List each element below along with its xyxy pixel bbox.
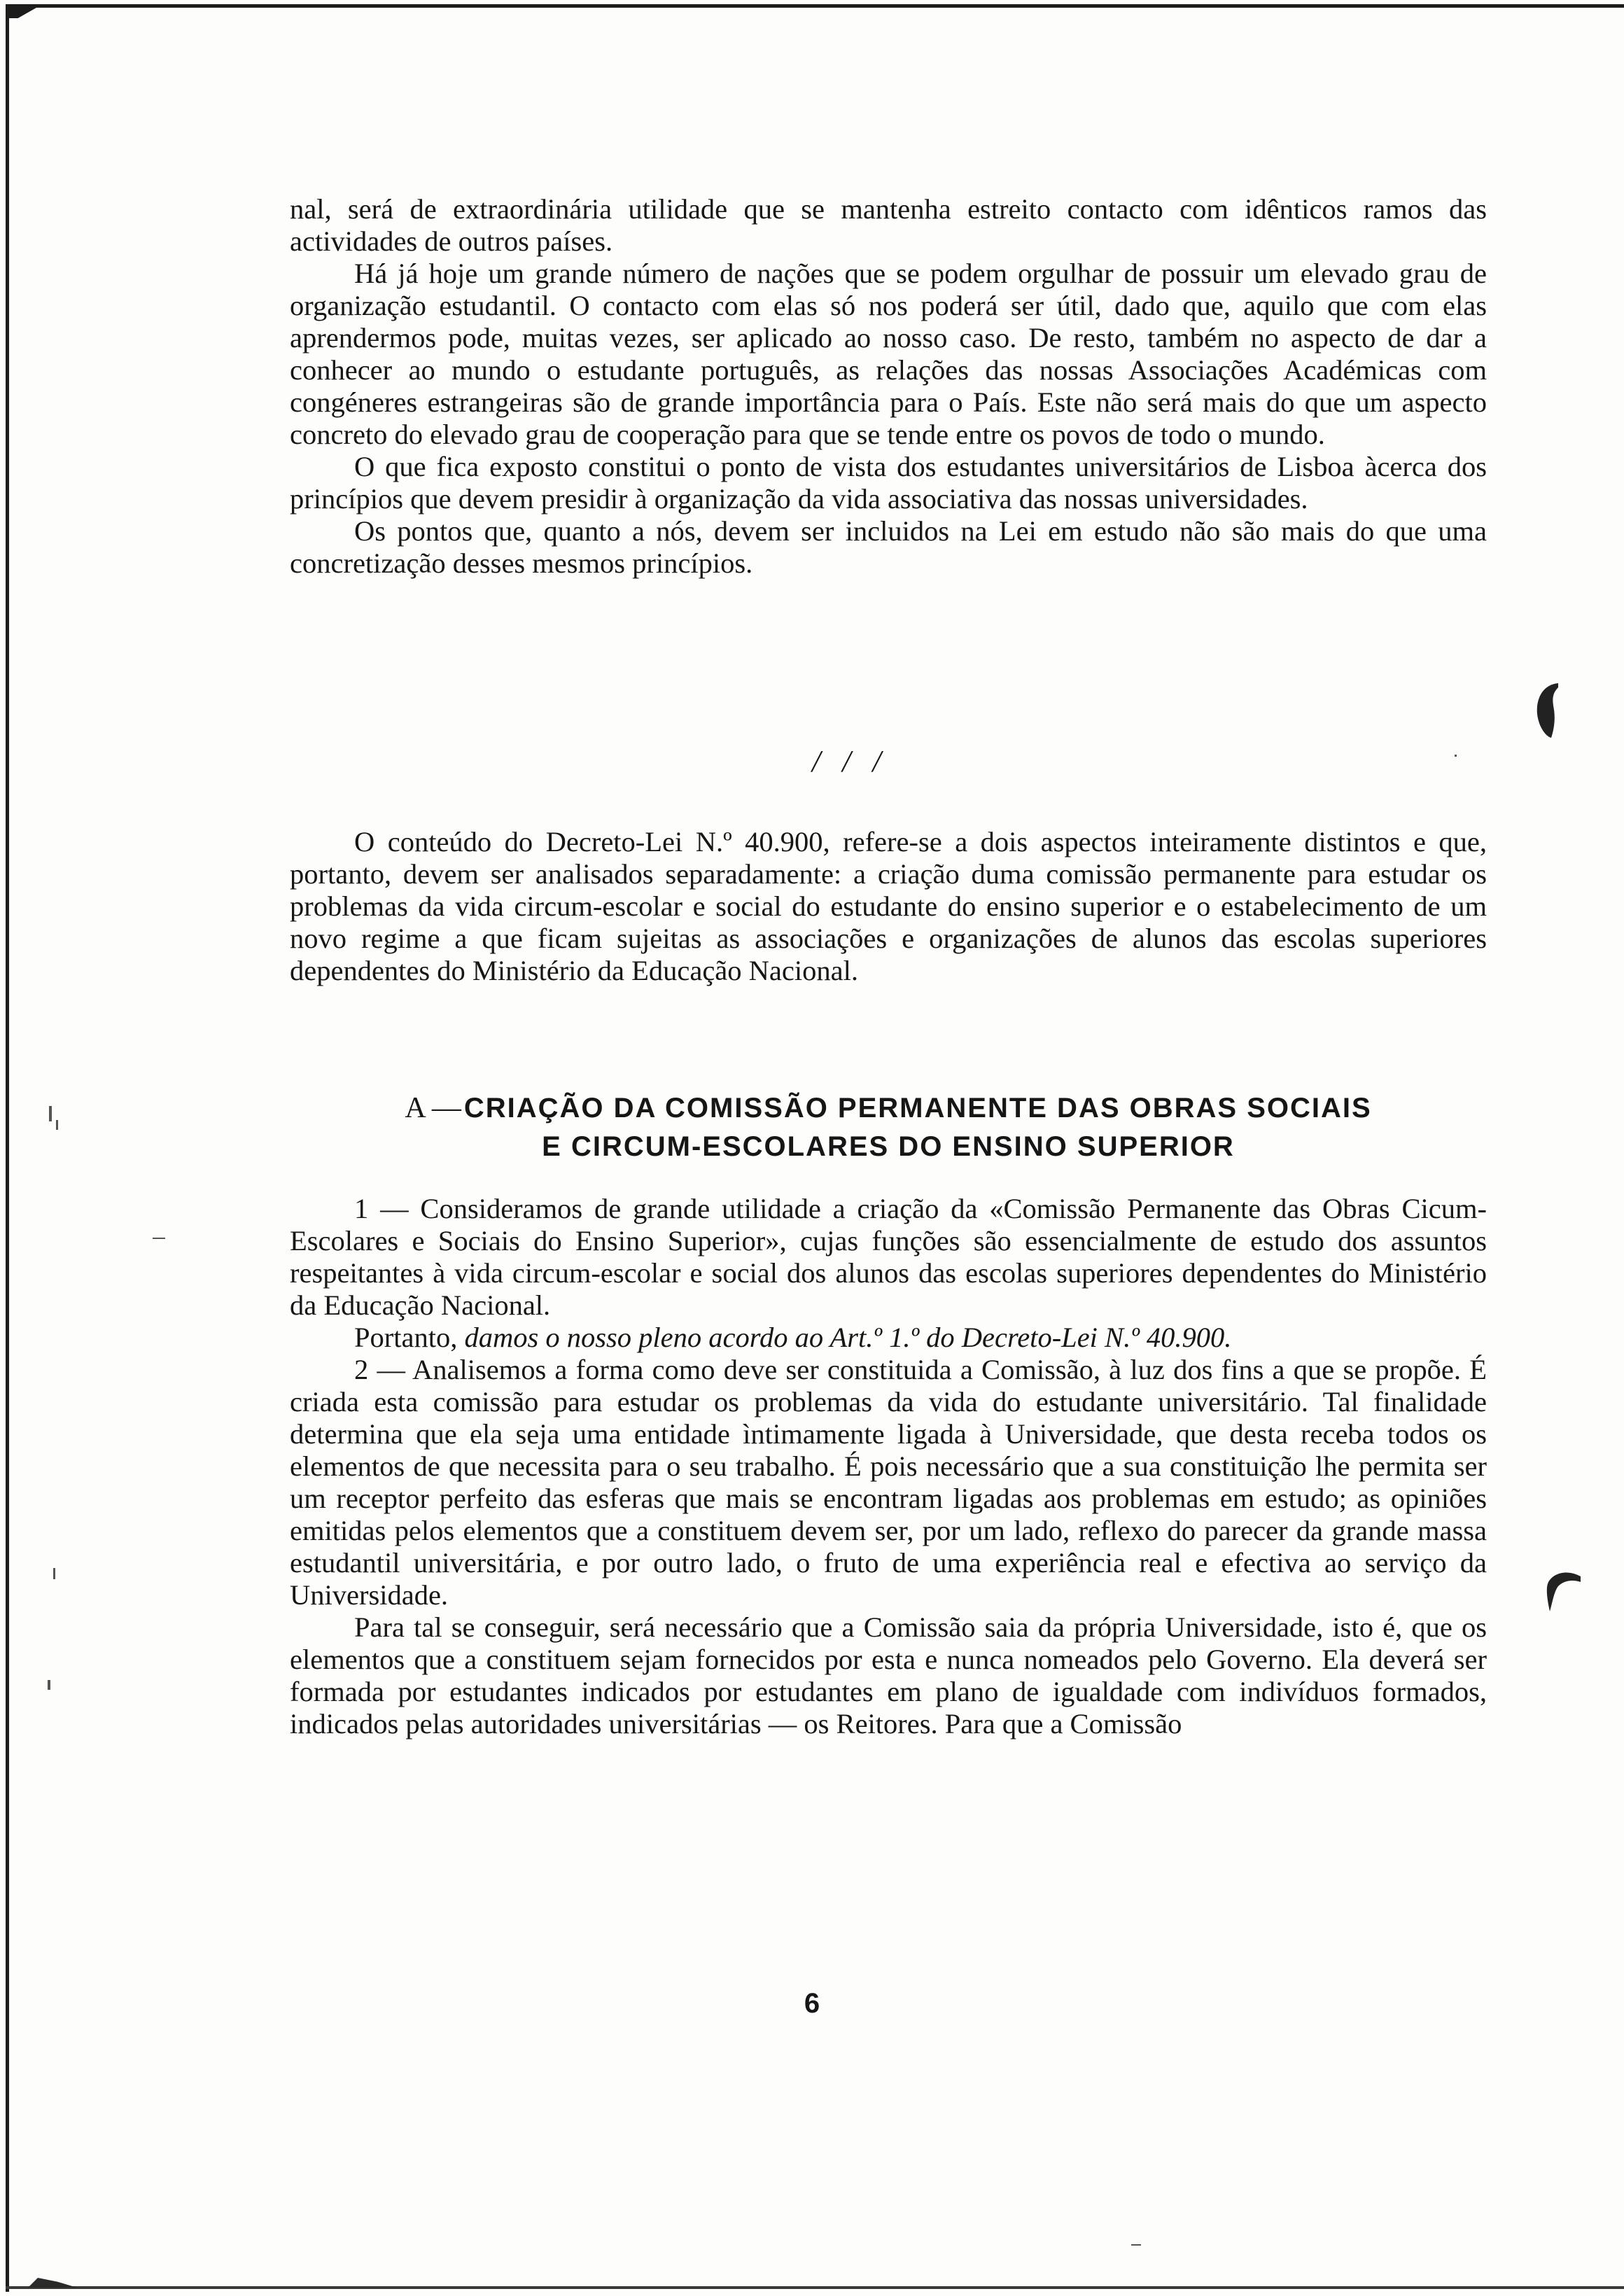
- section-heading-line-1: [290, 1092, 1487, 1130]
- section-heading-title-1: CRIAÇÃO DA COMISSÃO PERMANENTE DAS OBRAS SOCIAIS: [463, 1093, 1372, 1124]
- section-heading-line-2: [290, 1130, 1487, 1169]
- section-paragraph: 1 — Consideramos de grande utilidade a criação da «Comissão Permanente das Obras Cicum-Escolares e Sociais do Ensino Superior», cujas funções são essencialmente de estudo dos assuntos respeitantes à vida circum-escolar e social dos alunos das escolas superiores dependentes do Ministério da Educação Nacional.: [290, 1193, 1487, 1321]
- scan-speck: [56, 1120, 58, 1130]
- intro-paragraph: nal, será de extraordinária utilidade que se mantenha estreito contacto com idênticos ramos das actividades de outros países.: [290, 193, 1487, 257]
- intro-paragraph: Os pontos que, quanto a nós, devem ser incluidos na Lei em estudo não são mais do que uma concretização desses mesmos princípios.: [290, 515, 1487, 579]
- section-heading-prefix: A —: [405, 1092, 461, 1124]
- decree-paragraph: O conteúdo do Decreto-Lei N.º 40.900, refere-se a dois aspectos inteiramente distintos e que, portanto, devem ser analisados separadamente: a criação duma comissão permanente para estudar os problemas da vida circum-escolar e social do estudante do ensino superior e o estabelecimento de um novo regime a que ficam sujeitas as associações e organizações de alunos das escolas superiores dependentes do Ministério da Educação Nacional.: [290, 826, 1487, 986]
- section-paragraph-italic: damos o nosso pleno acordo ao Art.º 1.º do Decreto-Lei N.º 40.900.: [464, 1322, 1232, 1353]
- section-separator: / / /: [812, 744, 888, 778]
- scan-speck: [48, 1680, 50, 1690]
- section-heading: [290, 1092, 1487, 1169]
- scan-border-left: [6, 4, 9, 2292]
- scan-speck: [1131, 2244, 1141, 2246]
- scan-speck: [1455, 755, 1457, 757]
- scan-border-top: [6, 4, 1624, 8]
- section-text-block: [290, 1193, 1487, 1740]
- scan-border-bottom: [6, 2286, 1624, 2289]
- intro-paragraph: Há já hoje um grande número de nações que se podem orgulhar de possuir um elevado grau de organização estudantil. O contacto com elas só nos poderá ser útil, dado que, aquilo que com elas aprendermos pode, muitas vezes, ser aplicado ao nosso caso. De resto, também no aspecto de dar a conhecer ao mundo o estudante português, as relações das nossas Associações Académicas com congéneres estrangeiras são de grande importância para o País. Este não será mais do que um aspecto concreto do elevado grau de cooperação para que se tende entre os povos de todo o mundo.: [290, 258, 1487, 450]
- scan-corner-artifact: [6, 4, 36, 18]
- scan-speck: [53, 1568, 55, 1579]
- section-paragraph: Para tal se conseguir, será necessário que a Comissão saia da própria Universidade, isto é, que os elementos que a constituem sejam fornecidos por esta e nunca nomeados pelo Governo. Ela deverá ser formada por estudantes indicados por estudantes em plano de igualdade com indivíduos formados, indicados pelas autoridades universitárias — os Reitores. Para que a Comissão: [290, 1611, 1487, 1740]
- scan-speck: [153, 1238, 165, 1239]
- decree-text-block: [290, 826, 1487, 987]
- intro-text-block: [290, 193, 1487, 580]
- scan-speck: [49, 1106, 52, 1121]
- section-heading-title-2: E CIRCUM-ESCOLARES DO ENSINO SUPERIOR: [542, 1131, 1235, 1162]
- section-paragraph: [290, 1322, 1487, 1354]
- section-paragraph: 2 — Analisemos a forma como deve ser constituida a Comissão, à luz dos fins a que se propõe. É criada esta comissão para estudar os problemas da vida do estudante universitário. Tal finalidade determina que ela seja uma entidade ìntimamente ligada à Universidade, que desta receba todos os elementos de que necessita para o seu trabalho. É pois necessário que a sua constituição lhe permita ser um receptor perfeito das esferas que mais se encontram ligadas aos problemas em estudo; as opiniões emitidas pelos elementos que a constituem devem ser, por um lado, reflexo do parecer da grande massa estudantil universitária, e por outro lado, o fruto de uma experiência real e efectiva ao serviço da Universidade.: [290, 1354, 1487, 1611]
- scan-corner-artifact-bottom: [28, 2278, 77, 2288]
- binding-mark-icon: [1530, 678, 1565, 741]
- binding-mark-icon: [1537, 1567, 1586, 1623]
- intro-paragraph: O que fica exposto constitui o ponto de vista dos estudantes universitários de Lisboa àcerca dos princípios que devem presidir à organização da vida associativa das nossas universidades.: [290, 451, 1487, 514]
- page-number: 6: [804, 1988, 820, 2019]
- section-paragraph-lead: Portanto,: [354, 1322, 465, 1353]
